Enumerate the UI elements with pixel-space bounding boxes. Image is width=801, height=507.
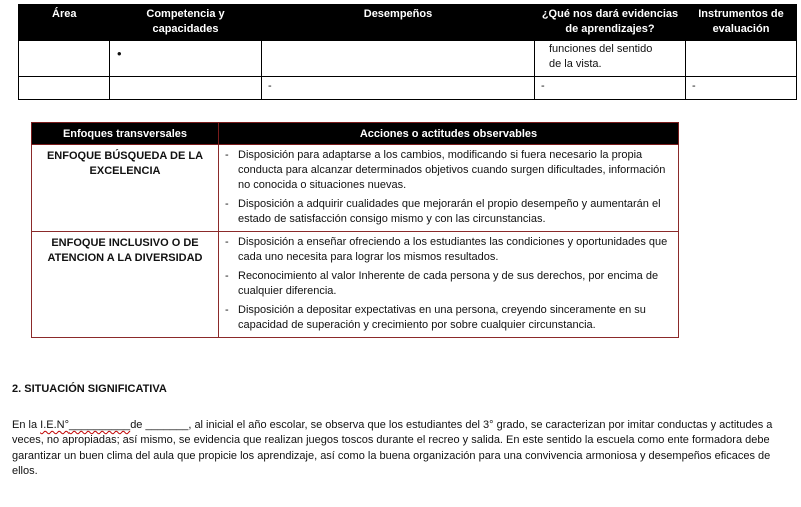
dash-marker: -	[225, 198, 229, 210]
evidence-line: funciones del sentido	[549, 43, 653, 55]
spellcheck-word: I.E.N°	[40, 419, 69, 431]
paragraph-de: de	[130, 419, 143, 431]
curriculum-table-header-row	[19, 5, 797, 41]
table-row	[19, 77, 797, 100]
accion-text: Disposición para adaptarse a los cambios, modificando si fuera necesario la propia conducta para alcanzar determinados objetivos cuando surgen dificultades, información no conocida o situaciones nuevas.	[238, 149, 666, 191]
cell-competencia	[110, 41, 262, 77]
table-row	[32, 232, 679, 338]
enfoques-table	[31, 122, 679, 338]
cell-competencia	[110, 77, 262, 100]
header-enfoques: Enfoques transversales	[32, 123, 219, 145]
dash-marker: -	[225, 270, 229, 282]
evidence-line: de la vista.	[549, 58, 602, 70]
header-area: Área	[19, 5, 110, 41]
situacion-paragraph	[12, 418, 794, 479]
blank-line: __________	[69, 419, 131, 431]
blank-line: _______	[142, 419, 189, 431]
cell-evidencias: -	[535, 77, 686, 100]
header-desempenos: Desempeños	[262, 5, 535, 41]
curriculum-table	[18, 4, 797, 100]
cell-desempenos: -	[262, 77, 535, 100]
table-row	[32, 145, 679, 232]
cell-instrumentos	[686, 41, 797, 77]
header-acciones: Acciones o actitudes observables	[219, 123, 679, 145]
dash-marker: -	[225, 149, 229, 161]
cell-desempenos	[262, 41, 535, 77]
enfoque-name: ENFOQUE BÚSQUEDA DE LA EXCELENCIA	[32, 145, 219, 232]
section-title: 2. SITUACIÓN SIGNIFICATIVA	[12, 383, 167, 395]
enfoque-name: ENFOQUE INCLUSIVO O DE ATENCION A LA DIVERSIDAD	[32, 232, 219, 338]
cell-area	[19, 41, 110, 77]
paragraph-start: En la	[12, 419, 41, 431]
accion-text: Disposición a depositar expectativas en una persona, creyendo sinceramente en su capacidad de superación y crecimiento por sobre cualquier circunstancia.	[238, 304, 646, 331]
accion-text: Reconocimiento al valor Inherente de cada persona y de sus derechos, por encima de cualquier diferencia.	[238, 270, 659, 297]
accion-text: Disposición a enseñar ofreciendo a los estudiantes las condiciones y oportunidades que cada uno necesita para lograr los mismos resultados.	[238, 236, 668, 263]
paragraph-rest: , al inicial el año escolar, se observa que los estudiantes del 3° grado, se caracterizan por imitar conductas y actitudes a veces, no apropiadas; así mismo, se evidencia que realizan juegos toscos durante el recreo y salida. En este sentido la escuela como ente formadora debe garantizar un buen clima del aula que propicie los aprendizaje, así como la buena organización para una convivencia armoniosa y desempeños eficaces de ellos.	[12, 419, 773, 477]
enfoques-header-row	[32, 123, 679, 145]
accion-text: Disposición a adquirir cualidades que mejorarán el propio desempeño y aumentarán el estado de satisfacción consigo mismo y con las circunstancias.	[238, 198, 661, 225]
accion-item	[223, 235, 674, 265]
cell-instrumentos: -	[686, 77, 797, 100]
accion-item	[223, 269, 674, 299]
header-competencia: Competencia y capacidades	[110, 5, 262, 41]
acciones-cell	[219, 232, 679, 338]
dash-marker: -	[225, 236, 229, 248]
cell-evidencias	[535, 41, 686, 77]
header-instrumentos: Instrumentos de evaluación	[686, 5, 797, 41]
header-evidencias: ¿Qué nos dará evidencias de aprendizajes?	[535, 5, 686, 41]
dash-marker: -	[225, 304, 229, 316]
accion-item	[223, 197, 674, 227]
bullet-marker: •	[117, 46, 122, 61]
accion-item	[223, 303, 674, 333]
cell-area	[19, 77, 110, 100]
accion-item	[223, 148, 674, 193]
acciones-cell	[219, 145, 679, 232]
table-row	[19, 41, 797, 77]
